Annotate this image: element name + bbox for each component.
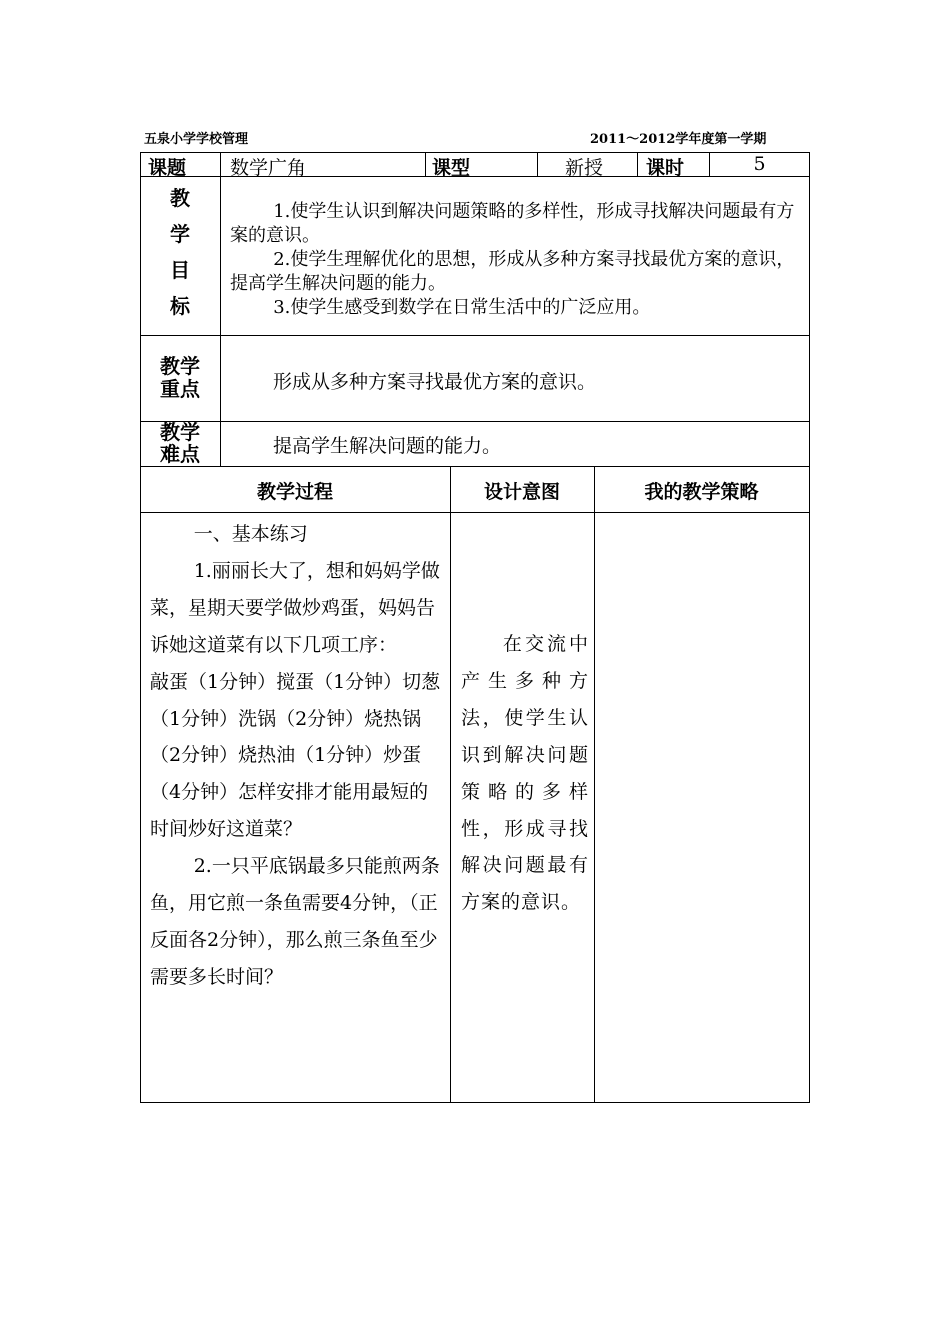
process-content [150, 516, 442, 996]
strategy-cell [595, 513, 809, 1102]
type-value: 新授 [565, 157, 604, 179]
school-name: 五泉小学学校管理 [144, 132, 249, 147]
goal-item: 2.使学生理解优化的思想，形成从多种方案寻找最优方案的意识，提高学生解决问题的能力。 [230, 249, 795, 294]
goals-label-char: 教 [170, 186, 190, 210]
question-2: 2.一只平底锅最多只能煎两条鱼，用它煎一条鱼需要4分钟，（正反面各2分钟），那么煎三条鱼至少需要多长时间？ [150, 855, 440, 988]
column-header-intent: 设计意图 [483, 481, 560, 503]
difficulty-label: 教学 难点 [160, 420, 200, 466]
goals-label-char: 目 [170, 258, 190, 282]
type-label: 课型 [432, 157, 471, 179]
topic-label: 课题 [148, 157, 187, 179]
key-point-label: 教学 重点 [160, 354, 200, 401]
goals-list [230, 200, 805, 320]
hours-value: 5 [753, 153, 766, 175]
topic-value: 数学广角 [230, 157, 307, 179]
goal-item: 1.使学生认识到解决问题策略的多样性，形成寻找解决问题最有方案的意识。 [230, 201, 795, 246]
hours-label: 课时 [646, 157, 685, 179]
key-point-text: 形成从多种方案寻找最优方案的意识。 [273, 371, 597, 393]
question-1-steps: 敲蛋（1分钟）搅蛋（1分钟）切葱（1分钟）洗锅（2分钟）烧热锅（2分钟）烧热油（1分钟）炒蛋（4分钟）怎样安排才能用最短的时间炒好这道菜？ [150, 670, 441, 841]
goal-item: 3.使学生感受到数学在日常生活中的广泛应用。 [273, 297, 651, 318]
difficulty-text: 提高学生解决问题的能力。 [273, 435, 502, 457]
column-header-strategy: 我的教学策略 [644, 481, 759, 503]
question-1-intro: 1.丽丽长大了，想和妈妈学做菜，星期天要学做炒鸡蛋，妈妈告诉她这道菜有以下几项工序： [150, 559, 440, 656]
goals-label-char: 学 [170, 222, 190, 246]
column-header-process: 教学过程 [256, 481, 333, 503]
term-label: 2011～2012学年度第一学期 [590, 132, 767, 147]
design-intent-text: 在交流中产生多种方法，使学生认识到解决问题策略的多样性，形成寻找解决问题最有方案的意识。 [461, 633, 589, 914]
section-title: 一、基本练习 [193, 523, 308, 545]
goals-label-char: 标 [170, 294, 190, 318]
